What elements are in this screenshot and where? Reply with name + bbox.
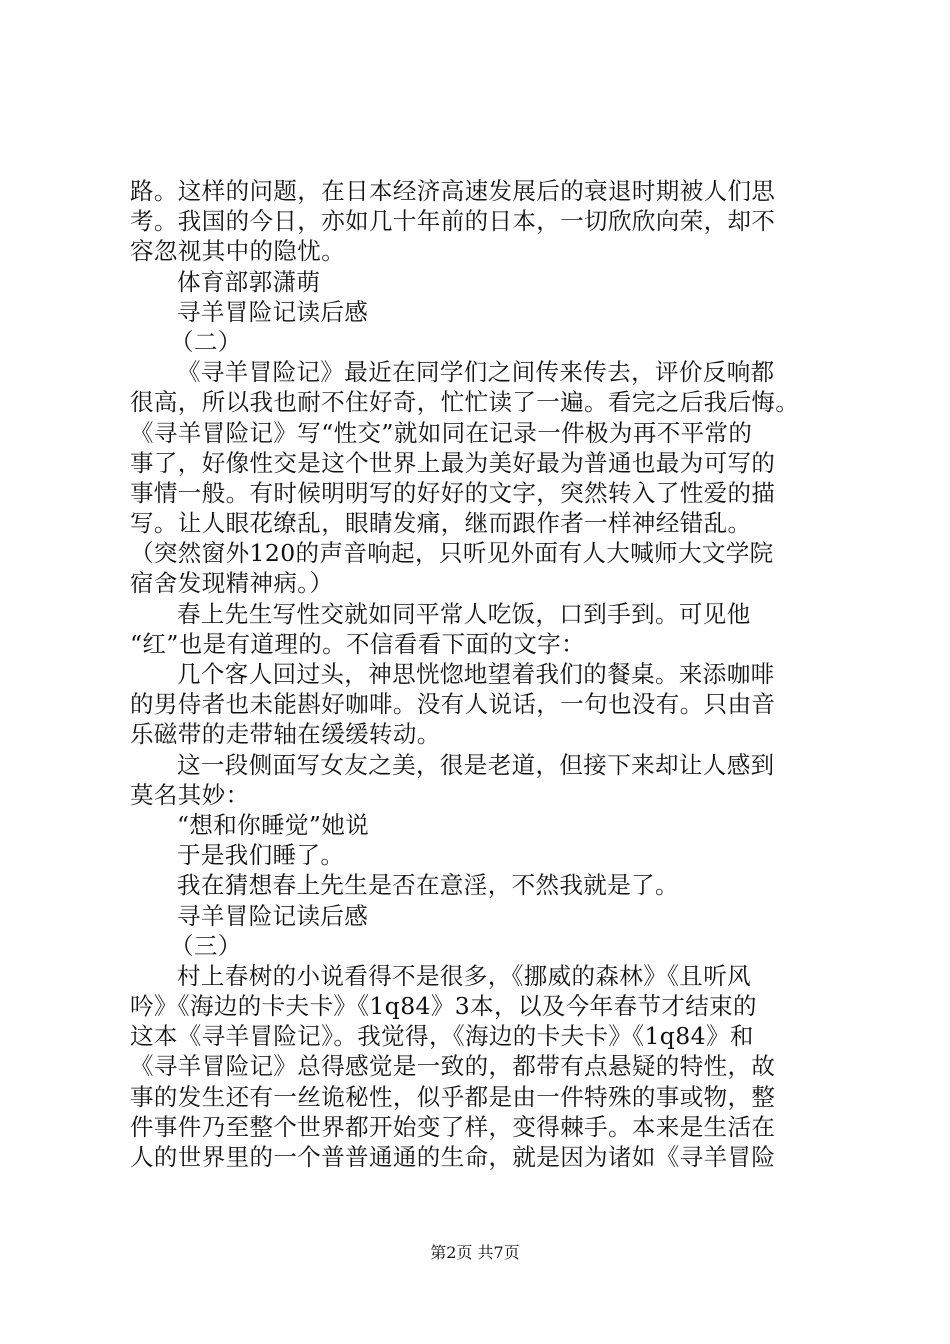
text-line: 件事件乃至整个世界都开始变了样，变得棘手。本来是生活在 [130, 1112, 776, 1141]
text-line: 考。我国的今日，亦如几十年前的日本，一切欣欣向荣，却不 [130, 207, 776, 236]
text-line: 春上先生写性交就如同平常人吃饭，口到手到。可见他 [177, 599, 751, 628]
text-line: 这本《寻羊冒险记》。我觉得，《海边的卡夫卡》《1q84》和 [130, 1022, 754, 1051]
section-number: （三） [170, 931, 242, 960]
text-line: 《寻羊冒险记》写“性交”就如同在记录一件极为再不平常的 [130, 418, 753, 447]
quote-line: 乐磁带的走带轴在缓缓转动。 [130, 720, 441, 749]
section-title: 寻羊冒险记读后感 [177, 901, 369, 930]
section-number: （二） [170, 327, 242, 356]
text-line: 《寻羊冒险记》总得感觉是一致的，都带有点悬疑的特性，故 [130, 1052, 776, 1081]
text-line: 事了，好像性交是这个世界上最为美好最为普通也最为可写的 [130, 448, 776, 477]
text-line: 路。这样的问题，在日本经济高速发展后的衰退时期被人们思 [130, 177, 776, 205]
page-number-footer: 第2页 共7页 [430, 1243, 520, 1262]
text-line: 人的世界里的一个普普通通的生命，就是因为诸如《寻羊冒险 [130, 1143, 776, 1171]
document-body [130, 176, 840, 1172]
text-line: 很高，所以我也耐不住好奇，忙忙读了一遍。看完之后我后悔。 [130, 388, 800, 417]
text-line: 《寻羊冒险记》最近在同学们之间传来传去，评价反响都 [177, 358, 775, 387]
text-line: 这一段侧面写女友之美，很是老道，但接下来却让人感到 [177, 750, 775, 779]
quote-line: 的男侍者也未能斟好咖啡。没有人说话，一句也没有。只由音 [130, 690, 776, 719]
text-line: 我在猜想春上先生是否在意淫，不然我就是了。 [177, 871, 679, 900]
quote-line: 于是我们睡了。 [177, 841, 345, 870]
author-line: 体育部郭潇萌 [177, 267, 321, 296]
text-line: 事的发生还有一丝诡秘性，似乎都是由一件特殊的事或物，整 [130, 1082, 776, 1111]
text-line: 容忽视其中的隐忧。 [130, 237, 346, 266]
text-line: 吟》《海边的卡夫卡》《1q84》3本，以及今年春节才结束的 [130, 992, 757, 1021]
section-title: 寻羊冒险记读后感 [177, 297, 369, 326]
text-line: 莫名其妙： [130, 780, 250, 809]
text-line: （突然窗外120的声音响起，只听见外面有人大喊师大文学院 [130, 539, 774, 568]
text-line: 宿舍发现精神病。） [130, 569, 334, 598]
text-line: 村上春树的小说看得不是很多，《挪威的森林》《且听风 [177, 961, 751, 990]
quote-line: “想和你睡觉”她说 [177, 810, 370, 839]
quote-line: 几个客人回过头，神思恍惚地望着我们的餐桌。来添咖啡 [177, 660, 775, 688]
text-line: “红”也是有道理的。不信看看下面的文字： [130, 629, 586, 658]
text-line: 事情一般。有时候明明写的好好的文字，突然转入了性爱的描 [130, 478, 776, 507]
text-line: 写。让人眼花缭乱，眼睛发痛，继而跟作者一样神经错乱。 [130, 509, 752, 538]
